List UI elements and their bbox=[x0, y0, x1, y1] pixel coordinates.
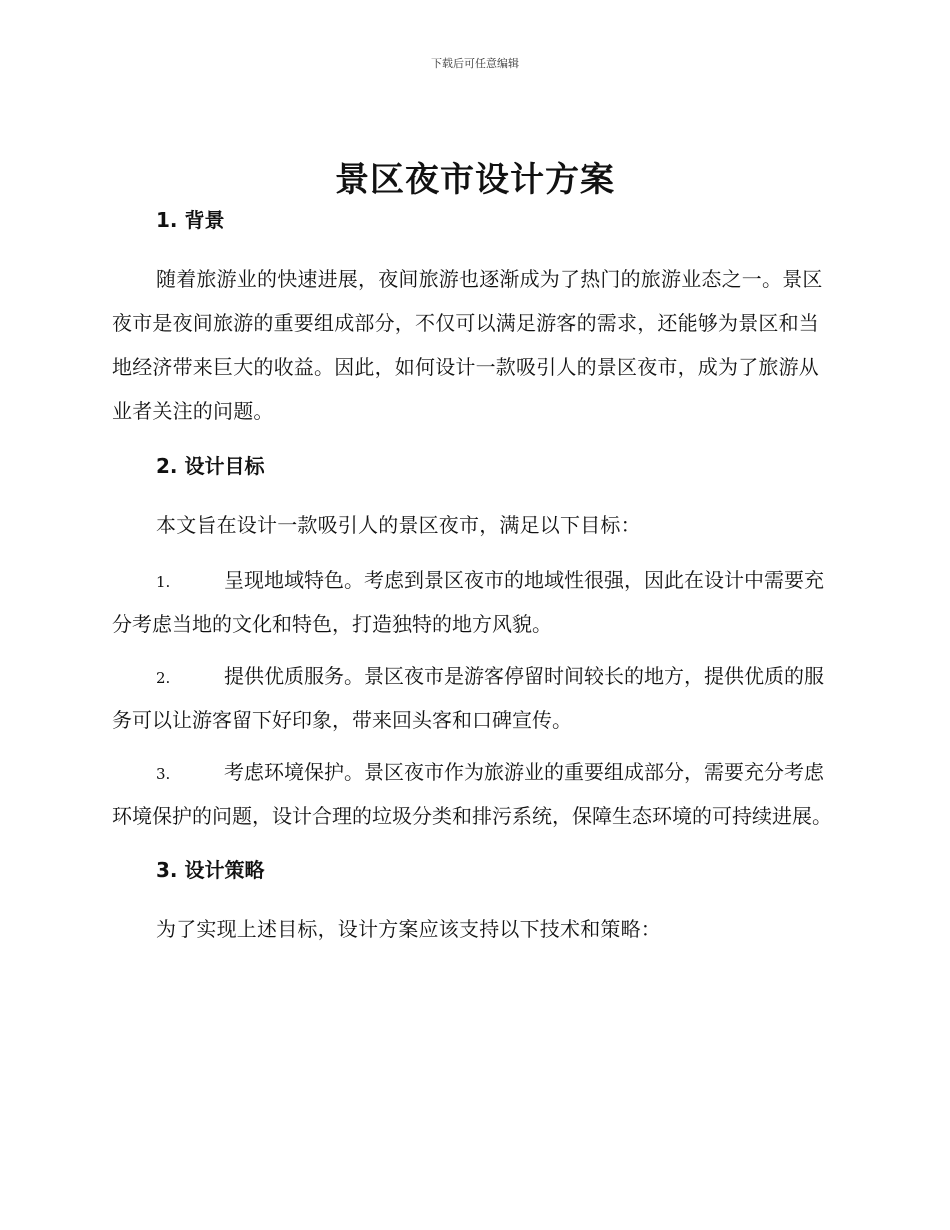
goal-item-number: 3. bbox=[156, 765, 171, 783]
goal-item-2 bbox=[112, 655, 834, 741]
goal-item-3 bbox=[112, 751, 834, 837]
goals-intro: 本文旨在设计一款吸引人的景区夜市，满足以下目标： bbox=[156, 513, 641, 537]
goal-item-text: 考虑环境保护。景区夜市作为旅游业的重要组成部分，需要充分考虑环境保护的问题，设计合理的垃圾分类和排污系统，保障生态环境的可持续进展。 bbox=[112, 760, 832, 828]
goal-item-number: 1. bbox=[156, 573, 171, 591]
strategy-intro: 为了实现上述目标，设计方案应该支持以下技术和策略： bbox=[156, 917, 661, 941]
goal-item-number: 2. bbox=[156, 669, 171, 687]
goal-item-text: 提供优质服务。景区夜市是游客停留时间较长的地方，提供优质的服务可以让游客留下好印象，带来回头客和口碑宣传。 bbox=[112, 664, 824, 732]
goal-item-1 bbox=[112, 559, 834, 645]
document-body bbox=[112, 205, 834, 961]
section-heading-background: 1. 背景 bbox=[156, 208, 225, 232]
header-note: 下载后可任意编辑 bbox=[431, 57, 519, 70]
goal-item-text: 呈现地域特色。考虑到景区夜市的地域性很强，因此在设计中需要充分考虑当地的文化和特色，打造独特的地方风貌。 bbox=[112, 568, 824, 636]
section-heading-strategy: 3. 设计策略 bbox=[156, 858, 265, 882]
background-paragraph: 随着旅游业的快速进展，夜间旅游也逐渐成为了热门的旅游业态之一。景区夜市是夜间旅游的重要组成部分，不仅可以满足游客的需求，还能够为景区和当地经济带来巨大的收益。因此，如何设计一款吸引人的景区夜市，成为了旅游从业者关注的问题。 bbox=[112, 267, 823, 423]
document-title: 景区夜市设计方案 bbox=[335, 160, 615, 200]
section-heading-goals: 2. 设计目标 bbox=[156, 454, 265, 478]
